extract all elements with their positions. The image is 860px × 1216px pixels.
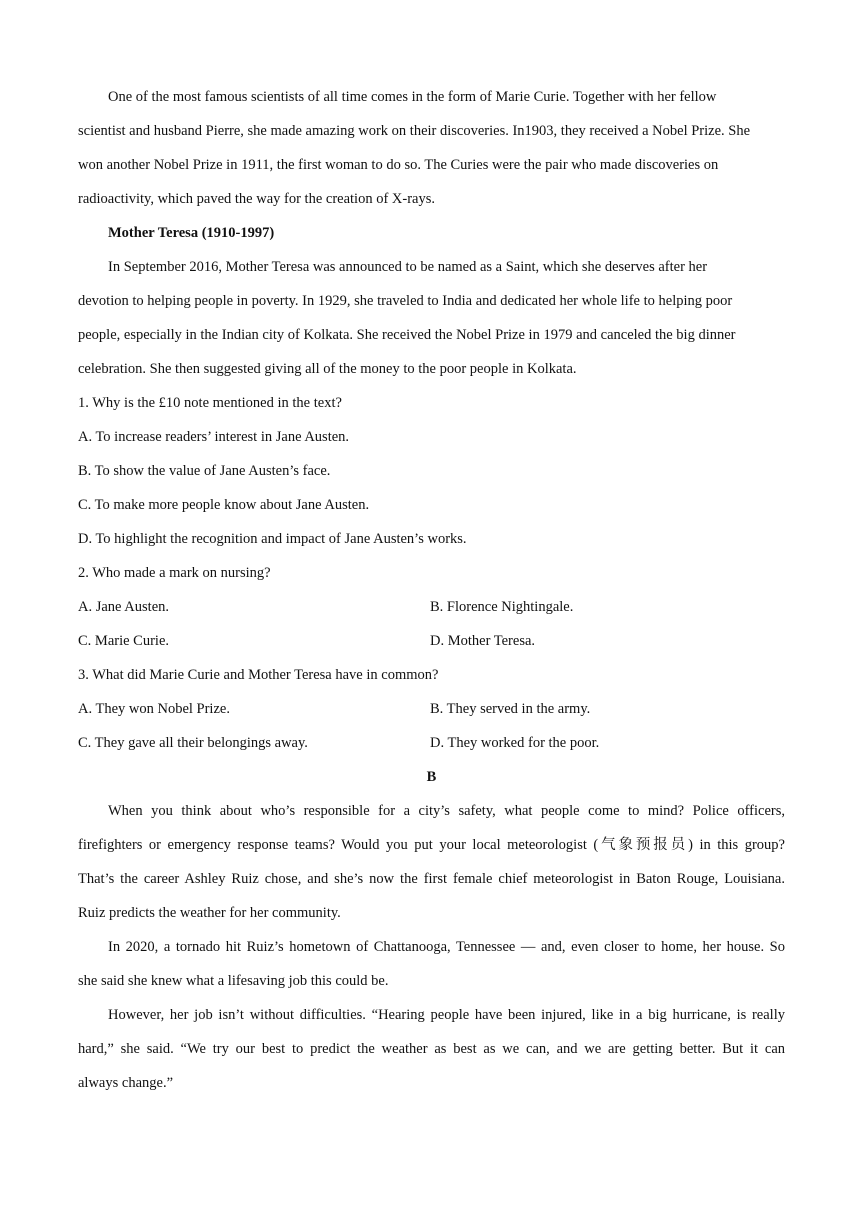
- passage-b-paragraph-1: [78, 794, 785, 930]
- question-2: [78, 556, 785, 658]
- teresa-paragraph: [78, 250, 785, 386]
- question-stem: 2. Who made a mark on nursing?: [78, 565, 271, 581]
- document-page: [78, 80, 785, 1100]
- option-c: C. To make more people know about Jane Austen.: [78, 497, 370, 513]
- paragraph-line: Ruiz predicts the weather for her community.: [78, 905, 341, 921]
- option-row: [78, 590, 785, 624]
- paragraph-line: firefighters or emergency response teams? Would you put your local meteorologist (气象预报员) in this group?: [78, 837, 785, 853]
- question-3: [78, 658, 785, 760]
- paragraph-line: hard,” she said. “We try our best to predict the weather as best as we can, and we are getting better. But it can: [78, 1041, 785, 1057]
- passage-b-paragraph-2: [78, 930, 785, 998]
- option-row: [78, 692, 785, 726]
- paragraph-line: people, especially in the Indian city of Kolkata. She received the Nobel Prize in 1979 and canceled the big dinner: [78, 327, 736, 343]
- option-d: D. They worked for the poor.: [430, 735, 600, 751]
- question-1: [78, 386, 785, 556]
- option-d: D. Mother Teresa.: [430, 633, 536, 649]
- option-b: B. To show the value of Jane Austen’s face.: [78, 463, 331, 479]
- curie-paragraph: [78, 80, 785, 216]
- option-a: A. To increase readers’ interest in Jane Austen.: [78, 429, 350, 445]
- paragraph-line: won another Nobel Prize in 1911, the first woman to do so. The Curies were the pair who made discoveries on: [78, 157, 719, 173]
- paragraph-line: In 2020, a tornado hit Ruiz’s hometown of Chattanooga, Tennessee — and, even closer to home, her house. So: [108, 939, 785, 955]
- paragraph-line: always change.”: [78, 1075, 174, 1091]
- option-a: A. Jane Austen.: [78, 599, 170, 615]
- paragraph-line: However, her job isn’t without difficulties. “Hearing people have been injured, like in a big hurricane, is really: [108, 1007, 785, 1023]
- option-b: B. They served in the army.: [430, 701, 591, 717]
- paragraph-line: scientist and husband Pierre, she made amazing work on their discoveries. In1903, they received a Nobel Prize. She: [78, 123, 751, 139]
- paragraph-line: In September 2016, Mother Teresa was announced to be named as a Saint, which she deserves after her: [108, 259, 708, 275]
- paragraph-line: she said she knew what a lifesaving job this could be.: [78, 973, 389, 989]
- paragraph-line: That’s the career Ashley Ruiz chose, and she’s now the first female chief meteorologist in Baton Rouge, Louisiana.: [78, 871, 785, 887]
- section-heading-mother-teresa: Mother Teresa (1910-1997): [108, 225, 275, 241]
- paragraph-line: radioactivity, which paved the way for the creation of X-rays.: [78, 191, 435, 207]
- passage-b-paragraph-3: [78, 998, 785, 1100]
- paragraph-line: devotion to helping people in poverty. In 1929, she traveled to India and dedicated her whole life to helping poor: [78, 293, 733, 309]
- section-heading-b: B: [426, 769, 437, 785]
- option-row: [78, 624, 785, 658]
- paragraph-line: One of the most famous scientists of all time comes in the form of Marie Curie. Together with her fellow: [108, 89, 717, 105]
- option-c: C. They gave all their belongings away.: [78, 735, 308, 751]
- option-d: D. To highlight the recognition and impact of Jane Austen’s works.: [78, 531, 467, 547]
- question-stem: 3. What did Marie Curie and Mother Teresa have in common?: [78, 667, 439, 683]
- paragraph-line: When you think about who’s responsible for a city’s safety, what people come to mind? Police officers,: [108, 803, 785, 819]
- paragraph-line: celebration. She then suggested giving all of the money to the poor people in Kolkata.: [78, 361, 577, 377]
- option-c: C. Marie Curie.: [78, 633, 170, 649]
- question-stem: 1. Why is the £10 note mentioned in the text?: [78, 395, 342, 411]
- option-row: [78, 726, 785, 760]
- option-a: A. They won Nobel Prize.: [78, 701, 230, 717]
- option-b: B. Florence Nightingale.: [430, 599, 574, 615]
